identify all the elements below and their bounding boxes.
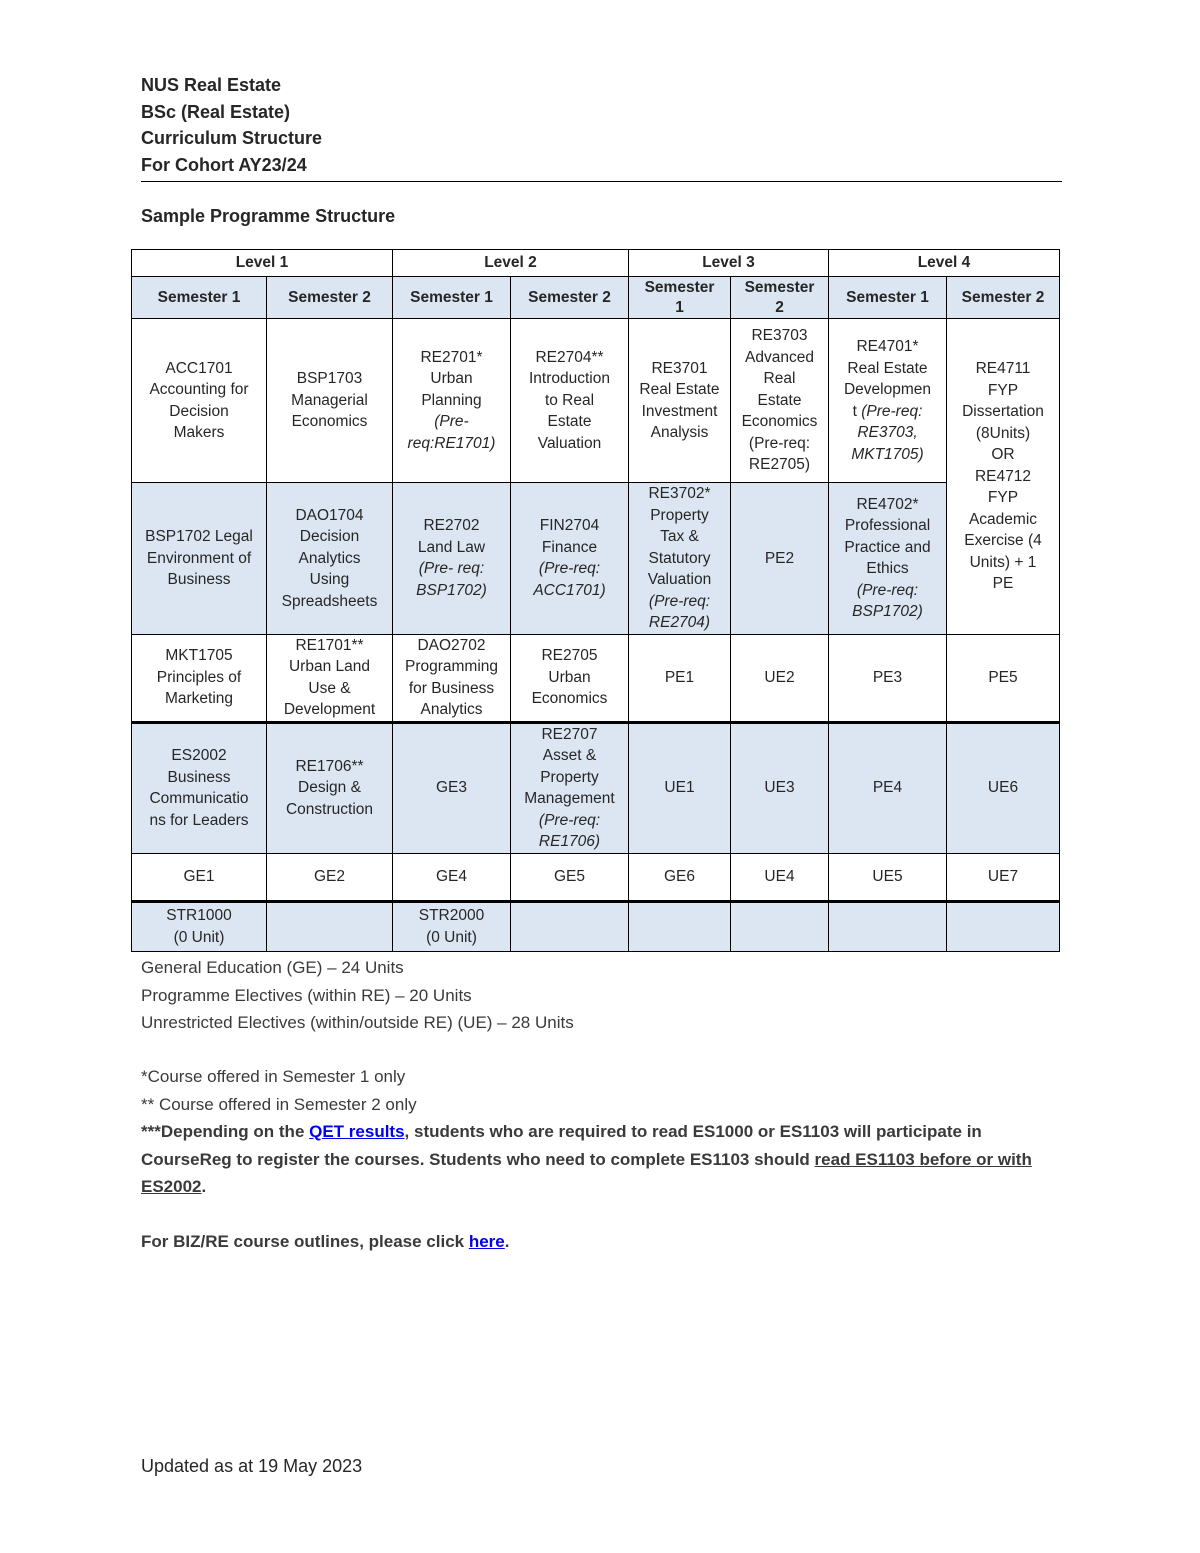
cell-line: t (Pre-req: xyxy=(852,402,923,420)
cell-line: Makers xyxy=(173,424,225,441)
course-cell xyxy=(511,901,629,951)
course-cell xyxy=(829,634,947,722)
cell-line: Accounting for xyxy=(149,381,249,398)
cell-line: PE1 xyxy=(664,668,695,686)
cell-line: RE3703 xyxy=(751,327,808,345)
cell-line: GE4 xyxy=(435,867,467,885)
cell-line: RE3701 xyxy=(651,359,708,377)
header-line-2: BSc (Real Estate) xyxy=(141,101,291,122)
course-cell xyxy=(731,634,829,722)
course-cell xyxy=(511,722,629,853)
course-cell xyxy=(511,483,629,635)
cell-line: Analysis xyxy=(650,424,709,441)
cell-line: PE4 xyxy=(872,779,903,797)
course-cell xyxy=(829,901,947,951)
fyp-cell xyxy=(947,319,1060,635)
cell-line: GE3 xyxy=(435,779,467,797)
cell-line: (Pre-req: xyxy=(538,811,601,829)
course-cell xyxy=(731,853,829,901)
pe-units: Programme Electives (within RE) – 20 Units xyxy=(141,985,472,1005)
cell-line: FIN2704 xyxy=(539,517,600,535)
semester-header xyxy=(393,277,511,319)
course-cell xyxy=(731,722,829,853)
semester-header xyxy=(267,277,393,319)
course-cell xyxy=(267,634,393,722)
cell-line: (8Units) xyxy=(975,424,1031,442)
cell-line: BSP1702) xyxy=(416,581,487,599)
cell-line: Economics xyxy=(291,413,368,431)
cell-line: UE6 xyxy=(987,779,1019,797)
cell-line: Principles of xyxy=(156,668,242,686)
cell-line: Real xyxy=(763,370,796,388)
cell-line: Tax & xyxy=(660,528,699,545)
cell-line: (0 Unit) xyxy=(173,928,225,946)
qet-results-link[interactable]: QET results xyxy=(309,1122,405,1141)
cell-line: RE4711 xyxy=(975,360,1031,377)
cell-line: (Pre-req: xyxy=(856,581,919,599)
note-qet-underlined: read ES1103 before or with ES2002 xyxy=(141,1149,1032,1196)
cell-line: RE1701** xyxy=(295,636,364,654)
semester-header xyxy=(511,277,629,319)
cell-line: GE2 xyxy=(313,867,345,885)
cell-line: Advanced xyxy=(745,348,814,366)
cell-line: RE2701* xyxy=(420,348,483,366)
cell-line: UE3 xyxy=(764,779,795,797)
course-cell xyxy=(267,722,393,853)
cell-line: RE1706) xyxy=(538,833,601,850)
cell-line: UE1 xyxy=(664,779,695,797)
cell-line: Semester 1 xyxy=(846,288,929,306)
cell-line: Asset & xyxy=(542,747,597,764)
note-course-outlines xyxy=(141,1228,1041,1256)
cell-line: RE4701* xyxy=(856,338,919,355)
footer-updated: Updated as at 19 May 2023 xyxy=(141,1456,363,1476)
cell-line: DAO1704 xyxy=(295,506,364,524)
unit-summary xyxy=(141,954,574,1037)
cell-line: Planning xyxy=(421,391,482,409)
cell-line: FYP xyxy=(987,381,1019,399)
cell-line: UE4 xyxy=(764,867,795,885)
cell-line: RE2704) xyxy=(648,614,711,631)
course-cell xyxy=(132,901,267,951)
course-cell xyxy=(393,901,511,951)
cell-line: RE2705) xyxy=(748,456,811,474)
cell-line: STR2000 xyxy=(418,907,485,924)
cell-line: (Pre- req: xyxy=(418,560,485,578)
note-semester-1: *Course offered in Semester 1 only xyxy=(141,1067,406,1086)
course-cell xyxy=(731,901,829,951)
cell-line: PE3 xyxy=(872,668,903,686)
course-cell xyxy=(629,901,731,951)
cell-line: 1 xyxy=(675,298,684,316)
cell-line: UE7 xyxy=(987,867,1019,885)
cell-line: Exercise (4 xyxy=(964,532,1042,549)
cell-line: Analytics xyxy=(298,549,361,567)
cell-line: Urban Land xyxy=(288,658,370,675)
document-header xyxy=(141,72,1062,182)
course-cell xyxy=(947,853,1060,901)
cell-line: Semester 2 xyxy=(288,288,371,306)
course-cell xyxy=(132,853,267,901)
cell-line: GE6 xyxy=(663,867,695,885)
course-cell xyxy=(267,853,393,901)
cell-line: FYP xyxy=(987,489,1019,506)
note-qet-pre: ***Depending on the xyxy=(141,1122,310,1141)
cell-line: OR xyxy=(991,446,1015,463)
ue-units: Unrestricted Electives (within/outside RE) (UE) – 28 Units xyxy=(141,1013,574,1032)
course-cell xyxy=(829,319,947,483)
header-line-1: NUS Real Estate xyxy=(141,75,282,95)
cell-line: MKT1705 xyxy=(165,647,233,665)
cell-line: PE2 xyxy=(764,549,795,567)
semester-header xyxy=(829,277,947,319)
cell-line: Business xyxy=(167,571,231,588)
course-cell xyxy=(393,634,511,722)
cell-line: Using xyxy=(309,571,350,588)
course-outlines-link[interactable]: here xyxy=(468,1232,505,1251)
course-cell xyxy=(947,722,1060,853)
cell-line: Semester 1 xyxy=(157,288,241,306)
header-line-4: For Cohort AY23/24 xyxy=(141,154,307,175)
course-cell xyxy=(393,853,511,901)
course-cell xyxy=(511,319,629,483)
course-cell xyxy=(267,483,393,635)
course-cell xyxy=(947,901,1060,951)
cell-line: 2 xyxy=(775,298,784,316)
course-cell xyxy=(731,319,829,483)
cell-line: PE5 xyxy=(988,668,1018,686)
cell-line: GE1 xyxy=(183,867,215,885)
cell-line: ACC1701) xyxy=(533,581,606,599)
cell-line: Property xyxy=(540,768,599,786)
cell-line: Construction xyxy=(285,800,373,818)
cell-line: Environment of xyxy=(146,549,252,567)
cell-line: Professional xyxy=(844,517,931,535)
cell-line: to Real xyxy=(544,391,595,409)
cell-line: UE5 xyxy=(872,867,903,885)
semester-header xyxy=(629,277,731,319)
course-cell xyxy=(829,483,947,635)
notes xyxy=(141,1063,1041,1256)
cell-line: RE1706** xyxy=(295,757,364,775)
course-cell xyxy=(132,634,267,722)
cell-line: Land Law xyxy=(417,538,486,556)
cell-line: RE4702* xyxy=(856,495,919,513)
cell-line: BSP1703 xyxy=(296,370,363,388)
cell-line: (Pre- xyxy=(434,413,469,431)
level-1-header: Level 1 xyxy=(132,250,393,277)
cell-line: Dissertation xyxy=(962,403,1044,420)
course-cell xyxy=(132,483,267,635)
level-4-header: Level 4 xyxy=(829,250,1060,277)
cell-line: Finance xyxy=(541,538,598,556)
course-cell xyxy=(393,319,511,483)
cell-line: Analytics xyxy=(420,701,483,718)
course-cell xyxy=(829,722,947,853)
course-cell xyxy=(132,319,267,483)
course-cell xyxy=(629,634,731,722)
cell-line: ES2002 xyxy=(171,747,227,764)
cell-line: Introduction xyxy=(529,370,610,388)
cell-line: Semester xyxy=(744,278,815,296)
cell-line: Practice and xyxy=(844,538,931,556)
cell-line: req:RE1701) xyxy=(407,434,496,452)
cell-line: Decision xyxy=(169,402,229,420)
cell-line: Development xyxy=(283,701,376,718)
cell-line: Semester 1 xyxy=(410,288,493,306)
course-cell xyxy=(629,319,731,483)
course-cell xyxy=(731,483,829,635)
cell-line: DAO2702 xyxy=(417,636,486,654)
level-3-header: Level 3 xyxy=(629,250,829,277)
course-cell xyxy=(132,722,267,853)
cell-line: Real Estate xyxy=(847,359,928,377)
cell-line: UE2 xyxy=(764,668,795,686)
cell-line: BSP1702) xyxy=(852,603,923,621)
course-cell xyxy=(511,634,629,722)
semester-header xyxy=(947,277,1060,319)
course-cell xyxy=(947,634,1060,722)
course-cell xyxy=(629,722,731,853)
section-title: Sample Programme Structure xyxy=(141,206,396,226)
course-cell xyxy=(267,901,393,951)
cell-line: Valuation xyxy=(647,571,712,588)
cell-line: Economics xyxy=(531,690,608,708)
cell-line: RE3703, xyxy=(857,424,918,441)
cell-line: Programming xyxy=(404,658,499,675)
cell-line: (Pre-req: xyxy=(648,592,711,610)
header-line-3: Curriculum Structure xyxy=(141,128,323,148)
cell-line: RE2705 xyxy=(541,647,598,665)
course-cell xyxy=(511,853,629,901)
cell-line: Semester xyxy=(644,278,715,296)
note-outline-end: . xyxy=(504,1232,510,1251)
cell-line: Valuation xyxy=(537,434,602,452)
course-cell xyxy=(393,722,511,853)
cell-line: Business xyxy=(167,768,231,786)
cell-line: Units) + 1 xyxy=(969,553,1037,571)
cell-line: MKT1705) xyxy=(851,445,924,463)
cell-line: RE4712 xyxy=(974,467,1031,485)
note-outline-pre: For BIZ/RE course outlines, please click xyxy=(141,1232,469,1251)
cell-line: Management xyxy=(524,790,615,807)
cell-line: STR1000 xyxy=(166,907,232,924)
cell-line: RE2707 xyxy=(541,725,598,743)
cell-line: RE2704** xyxy=(535,348,604,366)
cell-line: Semester 2 xyxy=(961,288,1045,306)
cell-line: Academic xyxy=(968,510,1038,528)
course-cell xyxy=(629,483,731,635)
level-2-header: Level 2 xyxy=(393,250,629,277)
cell-line: Spreadsheets xyxy=(281,592,378,610)
semester-header xyxy=(132,277,267,319)
course-cell xyxy=(629,853,731,901)
semester-header xyxy=(731,277,829,319)
cell-line: Estate xyxy=(547,413,592,431)
cell-line: Real Estate xyxy=(639,381,720,398)
note-qet-mid: , students who are required to read ES1000 or ES1103 will participate in CourseReg to register the courses. Students who need to complete ES1103 should xyxy=(141,1122,982,1169)
cell-line: Urban xyxy=(548,668,591,686)
cell-line: ns for Leaders xyxy=(149,811,249,829)
cell-line: Property xyxy=(650,506,709,524)
cell-line: Economics xyxy=(741,413,818,431)
cell-line: Statutory xyxy=(648,549,711,567)
cell-line: Use & xyxy=(308,679,351,697)
cell-line: Urban xyxy=(430,370,473,388)
cell-line: Ethics xyxy=(866,560,909,578)
course-cell xyxy=(393,483,511,635)
cell-line: Communicatio xyxy=(149,790,249,807)
cell-line: ACC1701 xyxy=(165,359,233,377)
cell-line: (0 Unit) xyxy=(426,928,477,946)
cell-line: Investment xyxy=(641,402,718,420)
cell-line: for Business xyxy=(408,679,495,697)
ge-units: General Education (GE) – 24 Units xyxy=(141,958,404,977)
cell-line: (Pre-req: xyxy=(538,560,601,578)
note-qet-end: . xyxy=(201,1177,207,1196)
course-cell xyxy=(267,319,393,483)
cell-line: Developmen xyxy=(843,381,932,398)
cell-line: Estate xyxy=(757,391,802,409)
cell-line: (Pre-req: xyxy=(748,434,811,452)
cell-line: Decision xyxy=(299,528,360,545)
cell-line: Marketing xyxy=(164,690,234,708)
cell-line: Semester 2 xyxy=(528,288,611,306)
cell-line: PE xyxy=(992,575,1014,592)
cell-line: RE3702* xyxy=(648,485,711,502)
cell-line: RE2702 xyxy=(423,517,480,535)
course-cell xyxy=(829,853,947,901)
cell-line: Managerial xyxy=(291,391,368,409)
cell-line: BSP1702 Legal xyxy=(145,528,253,545)
note-qet xyxy=(141,1118,1041,1201)
cell-line: GE5 xyxy=(553,867,585,885)
note-semester-2: ** Course offered in Semester 2 only xyxy=(141,1094,417,1114)
programme-table xyxy=(131,249,1060,952)
cell-line: Design & xyxy=(298,779,361,797)
